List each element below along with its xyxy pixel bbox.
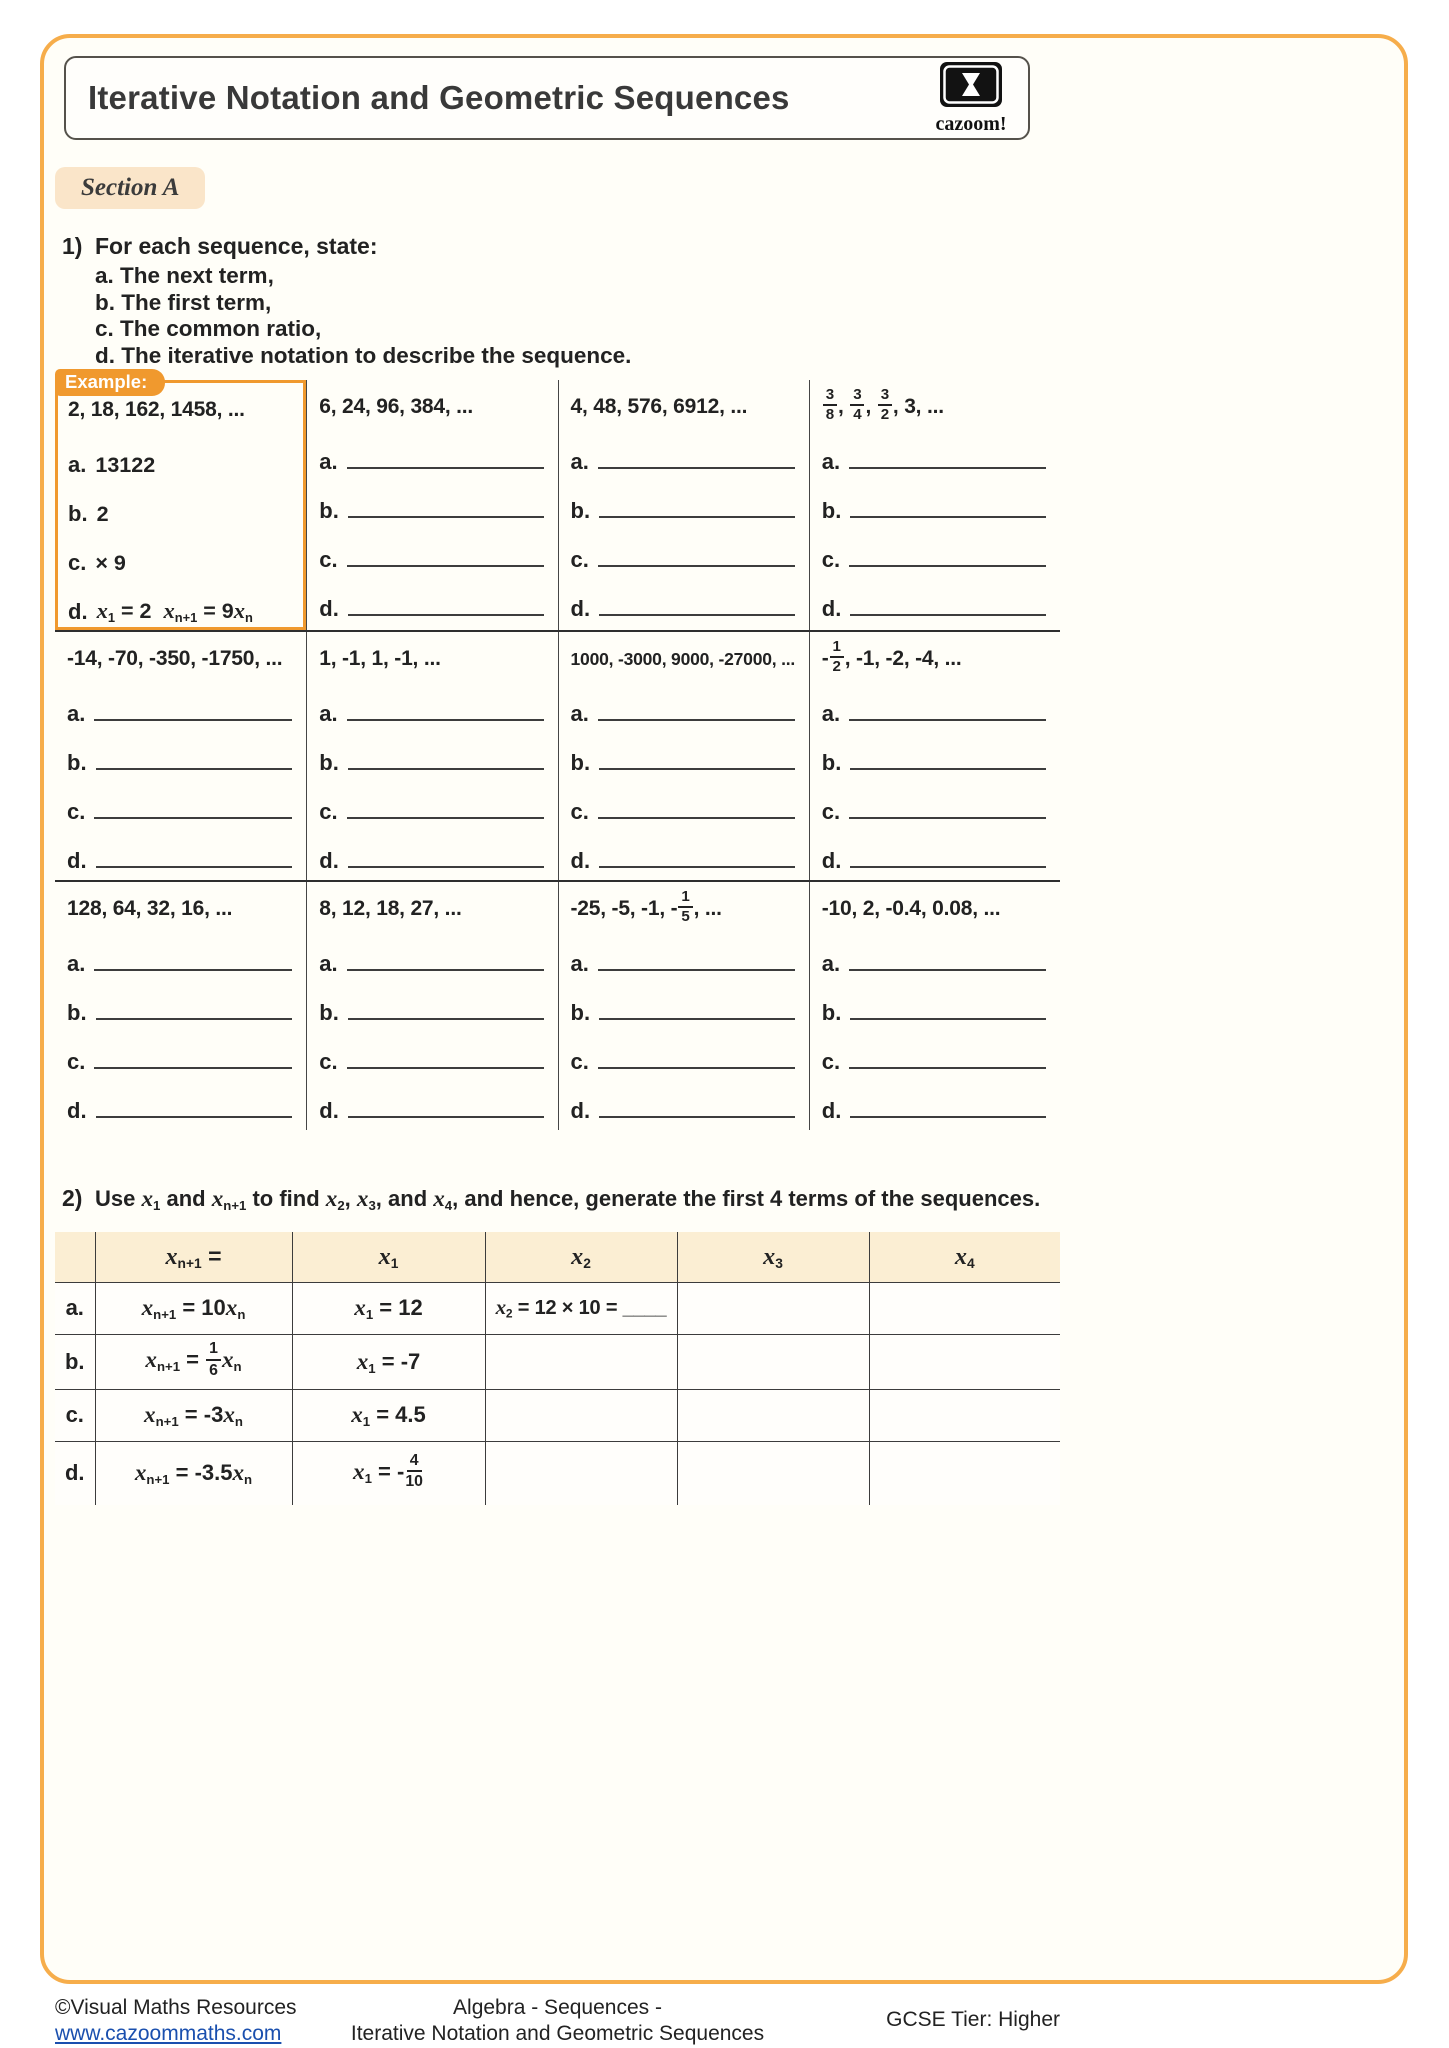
sequence-grid [55, 371, 1060, 1130]
example-cell [55, 371, 306, 630]
answer-label-c: c. [67, 799, 86, 824]
sequence-text: -14, -70, -350, -1750, ... [67, 647, 283, 670]
answer-label-a: a. [319, 951, 338, 976]
answer-blank-d [850, 614, 1046, 616]
answer-label-d: d. [570, 1098, 591, 1123]
answer-row-c [571, 1026, 799, 1075]
answer-label-c: c. [319, 799, 338, 824]
answer-label-a: a. [821, 449, 841, 474]
section-a-badge [55, 167, 205, 209]
answer-label-d: d. [570, 848, 591, 873]
cazoom-logo [926, 61, 1016, 136]
answer-blank-b [599, 768, 795, 770]
row-label: a. [55, 1282, 95, 1334]
sequence-cell [809, 632, 1060, 880]
x3-cell [677, 1441, 869, 1505]
sequence-text: 1000, -3000, 9000, -27000, ... [570, 649, 796, 669]
example-answer-a [68, 429, 295, 478]
answer-row-d [67, 825, 296, 874]
example-answer-c-value: × 9 [95, 551, 126, 575]
x1-cell: $x_1$ = - $\frac{4}{10}$ [292, 1441, 485, 1505]
answer-row-b [319, 977, 547, 1026]
answer-label-c: c. [67, 1049, 86, 1074]
x2-cell [485, 1389, 677, 1441]
x4-cell [869, 1389, 1060, 1441]
answer-blank-b [599, 516, 795, 518]
header [64, 56, 1030, 140]
answer-label-a: a. [67, 701, 86, 726]
answer-blank-a [598, 969, 795, 971]
grid-row-2 [55, 630, 1060, 880]
x1-cell: $x_1 = 4.5$ [292, 1389, 485, 1441]
criterion-b-text: The first term, [121, 289, 272, 315]
answer-label-a: a. [821, 701, 841, 726]
answer-label-d: d. [68, 599, 88, 624]
answer-label-a: a. [319, 449, 338, 474]
sequence-text: - $\frac{1}{2}$ , -1, -2, -4, ... [821, 637, 962, 676]
answer-blank-d [850, 1116, 1046, 1118]
answer-row-b [571, 977, 799, 1026]
answer-label-c: c. [821, 1049, 841, 1074]
tier-label: GCSE Tier: Higher [886, 2008, 1060, 2031]
sequence-text: 2, 18, 162, 1458, ... [68, 398, 245, 421]
answer-label-d: d. [319, 1098, 339, 1123]
sequence-text: 128, 64, 32, 16, ... [67, 897, 233, 920]
criterion-a-text: The next term, [120, 263, 274, 288]
answer-blank-a [849, 969, 1046, 971]
sequence-cell [809, 882, 1060, 1130]
answer-blank-d [96, 1116, 293, 1118]
answer-label-b: b. [68, 501, 88, 526]
row-label: c. [55, 1389, 95, 1441]
answer-blank-a [598, 719, 795, 721]
answer-blank-b [96, 768, 293, 770]
cazoom-logo-icon [939, 61, 1003, 108]
answer-blank-d [599, 614, 795, 616]
page-title: Iterative Notation and Geometric Sequences [88, 79, 790, 116]
question-1-prompt: For each sequence, state: [95, 233, 378, 259]
answer-row-b [67, 977, 296, 1026]
answer-row-a [822, 678, 1050, 727]
footer-topic-line2: Iterative Notation and Geometric Sequences [350, 2022, 765, 2045]
answer-label-c: c. [821, 547, 841, 572]
x3-cell [677, 1334, 869, 1389]
answer-label-a: a. [319, 701, 338, 726]
answer-row-d [822, 573, 1050, 622]
table-row-b [55, 1334, 1060, 1389]
table-header-row [55, 1232, 1060, 1282]
answer-row-b [822, 475, 1050, 524]
col-header-x1: $x_1$ [292, 1232, 485, 1282]
example-answer-d-value: $x_1 = 2$ $x_{n+1} = 9x_n$ [96, 598, 253, 625]
example-tag: Example: [55, 369, 165, 396]
answer-row-c [822, 776, 1050, 825]
example-answer-b-value: 2 [96, 502, 109, 526]
question-2 [62, 1185, 1040, 1213]
answer-label-c: c. [570, 547, 589, 572]
col-header-x2: $x_2$ [485, 1232, 677, 1282]
iteration-table [55, 1232, 1060, 1505]
row-label: b. [55, 1334, 95, 1389]
answer-blank-b [850, 768, 1046, 770]
answer-row-b [319, 727, 547, 776]
answer-row-a [571, 426, 799, 475]
sequence-text: 1, -1, 1, -1, ... [319, 647, 441, 670]
answer-label-d: d. [821, 848, 842, 873]
answer-blank-d [96, 866, 293, 868]
answer-label-c: c. [570, 1049, 589, 1074]
answer-blank-c [347, 565, 544, 567]
example-answer-c [68, 527, 295, 576]
answer-blank-c [598, 565, 795, 567]
sequence-cell [55, 882, 306, 1130]
answer-row-b [822, 727, 1050, 776]
question-2-number: 2) [62, 1185, 83, 1211]
answer-label-d: d. [821, 596, 842, 621]
sequence-text: -10, 2, -0.4, 0.08, ... [821, 897, 1001, 920]
answer-row-b [822, 977, 1050, 1026]
website-link[interactable]: www.cazoommaths.com [55, 2022, 282, 2045]
answer-label-b: b. [67, 750, 87, 775]
answer-row-c [319, 524, 547, 573]
cazoom-logo-text: cazoom! [935, 112, 1007, 135]
grid-row-1 [55, 371, 1060, 630]
answer-blank-c [94, 817, 292, 819]
answer-label-d: d. [319, 848, 339, 873]
grid-row-3 [55, 880, 1060, 1130]
sequence-cell [55, 632, 306, 880]
answer-row-d [571, 825, 799, 874]
sequence-text: 6, 24, 96, 384, ... [319, 395, 474, 418]
answer-label-a: a. [570, 449, 589, 474]
answer-blank-a [598, 467, 795, 469]
answer-blank-c [849, 565, 1046, 567]
answer-label-a: a. [821, 951, 841, 976]
answer-row-d [822, 825, 1050, 874]
answer-blank-d [348, 1116, 544, 1118]
answer-label-b: b. [67, 1000, 87, 1025]
answer-label-d: d. [67, 848, 87, 873]
row-label: d. [55, 1441, 95, 1505]
answer-blank-a [347, 467, 544, 469]
formula-cell: $x_{n+1} = 10x_n$ [95, 1282, 292, 1334]
x1-cell: $x_1 = 12$ [292, 1282, 485, 1334]
table-row-d [55, 1441, 1060, 1505]
answer-blank-b [348, 516, 544, 518]
x2-cell [485, 1441, 677, 1505]
answer-blank-c [347, 1067, 544, 1069]
answer-blank-d [348, 866, 544, 868]
sequence-cell [558, 882, 809, 1130]
table-row-c [55, 1389, 1060, 1441]
answer-blank-b [850, 1018, 1046, 1020]
answer-row-b [319, 475, 547, 524]
sequence-text: 4, 48, 576, 6912, ... [570, 395, 748, 418]
answer-label-a: a. [570, 701, 589, 726]
answer-row-a [822, 426, 1050, 475]
x3-cell [677, 1389, 869, 1441]
answer-blank-b [850, 516, 1046, 518]
answer-label-d: d. [67, 1098, 87, 1123]
criterion-d-text: The iterative notation to describe the sequence. [121, 342, 632, 368]
sequence-cell [306, 380, 557, 630]
criterion-a [95, 263, 631, 290]
x1-cell: $x_1 = -7$ [292, 1334, 485, 1389]
answer-row-c [67, 776, 296, 825]
answer-row-d [319, 825, 547, 874]
answer-blank-d [599, 1116, 795, 1118]
answer-label-b: b. [821, 498, 842, 523]
answer-label-d: d. [319, 596, 339, 621]
answer-row-d [571, 1075, 799, 1124]
sequence-cell [558, 380, 809, 630]
col-header-x3: $x_3$ [677, 1232, 869, 1282]
answer-row-c [822, 524, 1050, 573]
answer-row-d [822, 1075, 1050, 1124]
answer-label-b: b. [570, 1000, 591, 1025]
x2-cell: $x_2 = 12 \times 10$ = ____ [485, 1282, 677, 1334]
answer-label-c: c. [821, 799, 841, 824]
answer-label-a: a. [570, 951, 589, 976]
answer-blank-a [347, 969, 544, 971]
x4-cell [869, 1334, 1060, 1389]
answer-label-b: b. [570, 750, 591, 775]
col-header-xn1: $x_{n+1}$ = [95, 1232, 292, 1282]
answer-row-a [822, 928, 1050, 977]
answer-blank-c [598, 817, 795, 819]
answer-row-a [319, 678, 547, 727]
answer-blank-a [849, 719, 1046, 721]
answer-blank-c [849, 817, 1046, 819]
criterion-c-label: c. [95, 316, 114, 341]
sequence-cell [306, 632, 557, 880]
answer-row-b [67, 727, 296, 776]
footer-topic-line1: Algebra - Sequences - [453, 1996, 662, 2019]
sequence-text: -25, -5, -1, - $\frac{1}{5}$ , ... [570, 887, 722, 926]
answer-row-a [67, 678, 296, 727]
answer-blank-d [850, 866, 1046, 868]
answer-blank-d [599, 866, 795, 868]
answer-label-b: b. [821, 1000, 842, 1025]
answer-blank-c [598, 1067, 795, 1069]
answer-label-a: a. [67, 951, 86, 976]
answer-blank-d [348, 614, 544, 616]
answer-label-b: b. [319, 750, 339, 775]
sequence-cell [809, 380, 1060, 630]
sequence-text: $\frac{3}{8}$ , $\frac{3}{4}$ , $\frac{3}{2}$ , 3, ... [822, 388, 1050, 426]
answer-label-c: c. [319, 1049, 338, 1074]
formula-cell: $x_{n+1} = -3x_n$ [95, 1389, 292, 1441]
answer-row-d [319, 573, 547, 622]
answer-label-b: b. [319, 498, 339, 523]
example-answer-b [68, 478, 295, 527]
example-answer-a-value: 13122 [95, 453, 156, 477]
answer-blank-a [347, 719, 544, 721]
x4-cell [869, 1282, 1060, 1334]
answer-blank-a [94, 969, 292, 971]
criterion-d [95, 343, 631, 370]
copyright-text: ©Visual Maths Resources [55, 1996, 297, 2019]
answer-row-c [319, 1026, 547, 1075]
criterion-b [95, 290, 631, 317]
criterion-c-text: The common ratio, [120, 316, 322, 341]
answer-row-a [319, 928, 547, 977]
section-a-label: Section A [81, 174, 180, 201]
x2-cell [485, 1334, 677, 1389]
answer-label-c: c. [570, 799, 589, 824]
sequence-cell [306, 882, 557, 1130]
criterion-b-label: b. [95, 289, 115, 315]
answer-row-a [319, 426, 547, 475]
answer-blank-b [348, 1018, 544, 1020]
answer-label-d: d. [821, 1098, 842, 1123]
answer-label-c: c. [319, 547, 338, 572]
answer-label-b: b. [319, 1000, 339, 1025]
answer-row-a [67, 928, 296, 977]
answer-row-c [571, 524, 799, 573]
answer-blank-a [94, 719, 292, 721]
answer-row-b [571, 475, 799, 524]
answer-blank-c [94, 1067, 292, 1069]
answer-blank-c [347, 817, 544, 819]
answer-row-c [571, 776, 799, 825]
answer-row-b [571, 727, 799, 776]
criterion-d-label: d. [95, 342, 115, 368]
answer-blank-a [849, 467, 1046, 469]
col-header-x4: $x_4$ [869, 1232, 1060, 1282]
answer-blank-b [96, 1018, 293, 1020]
answer-label-c: c. [68, 550, 87, 575]
question-1-criteria [95, 263, 631, 369]
answer-label-a: a. [68, 452, 87, 477]
example-answer-d [68, 576, 295, 625]
answer-blank-b [348, 768, 544, 770]
question-2-prompt: Use $x_1$ and $x_{n+1}$ to find $x_2$, $x_3$, and $x_4$, and hence, generate the first 4 terms of the sequences. [95, 1185, 1041, 1213]
table-row-a [55, 1282, 1060, 1334]
formula-cell: $x_{n+1} = -3.5x_n$ [95, 1441, 292, 1505]
criterion-a-label: a. [95, 263, 114, 288]
answer-row-d [67, 1075, 296, 1124]
answer-row-c [67, 1026, 296, 1075]
answer-label-d: d. [570, 596, 591, 621]
answer-blank-c [849, 1067, 1046, 1069]
answer-label-b: b. [821, 750, 842, 775]
question-1-number: 1) [62, 233, 83, 259]
x4-cell [869, 1441, 1060, 1505]
answer-row-a [571, 678, 799, 727]
x3-cell [677, 1282, 869, 1334]
answer-row-d [571, 573, 799, 622]
formula-cell: $x_{n+1}$ = $\frac{1}{6}$ $x_n$ [95, 1334, 292, 1389]
answer-blank-b [599, 1018, 795, 1020]
criterion-c [95, 316, 631, 343]
sequence-cell [558, 632, 809, 880]
answer-row-a [571, 928, 799, 977]
question-1 [62, 233, 631, 369]
answer-label-b: b. [570, 498, 591, 523]
answer-row-c [822, 1026, 1050, 1075]
answer-row-c [319, 776, 547, 825]
sequence-text: 8, 12, 18, 27, ... [319, 897, 462, 920]
corner-cell [55, 1232, 95, 1282]
answer-row-d [319, 1075, 547, 1124]
